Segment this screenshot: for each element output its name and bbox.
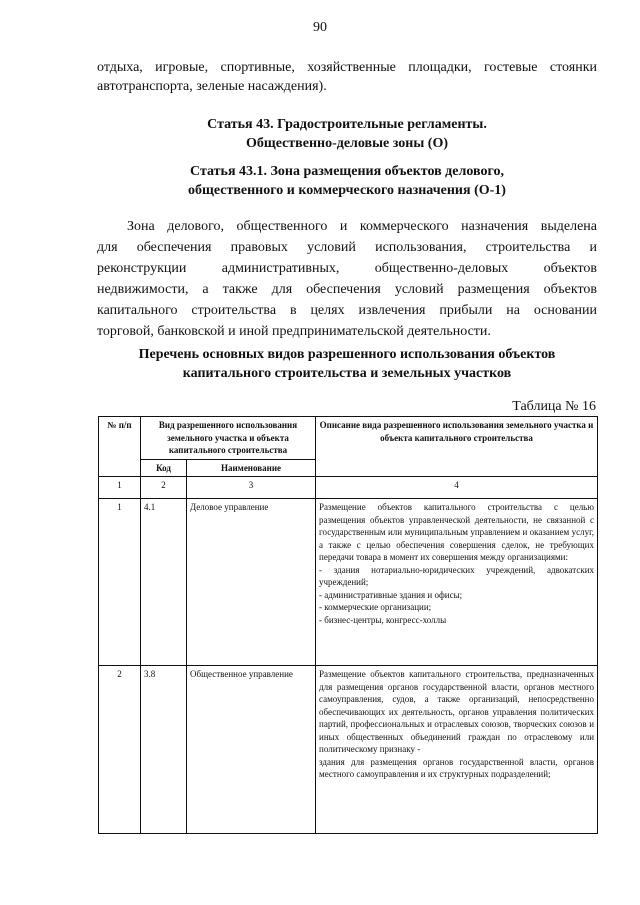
- row-name: Деловое управление: [187, 499, 316, 666]
- zone-description-paragraph: [97, 216, 597, 342]
- paragraph-line: реконструкции административных, общественно-деловых объектов: [97, 261, 597, 276]
- row-number: 2: [99, 666, 141, 834]
- paragraph-line: торговой, банковской и иной предпринимательской деятельности.: [97, 324, 491, 339]
- intro-line-2: автотранспорта, зеленые насаждения).: [97, 79, 327, 94]
- row-description: [316, 499, 598, 666]
- permitted-use-list-heading: [97, 345, 597, 383]
- header-number: № п/п: [99, 417, 141, 477]
- row-code: 4.1: [141, 499, 187, 666]
- table-row: [99, 666, 598, 834]
- paragraph-line: капитального строительства в целях извлечения прибыли на основании: [97, 303, 597, 318]
- page-number: 90: [313, 20, 327, 35]
- row-code: 3.8: [141, 666, 187, 834]
- intro-line-1: отдыха, игровые, спортивные, хозяйственные площадки, гостевые стоянки: [97, 60, 597, 75]
- intro-text: [97, 58, 597, 96]
- description-line: здания для размещения органов государственной власти, органов местного самоуправления и их структурных подразделений;: [319, 756, 595, 779]
- article-43-1-heading: [97, 162, 597, 200]
- description-line: - административные здания и офисы;: [319, 589, 463, 600]
- article-43-1-subtitle: общественного и коммерческого назначения (О-1): [188, 183, 506, 198]
- article-43-title: Статья 43. Градостроительные регламенты.: [207, 117, 487, 132]
- index-cell: 2: [141, 477, 187, 499]
- row-name: Общественное управление: [187, 666, 316, 834]
- table-caption: Таблица № 16: [512, 399, 596, 414]
- description-line: - здания нотариально-юридических учреждений, адвокатских учреждений;: [319, 564, 595, 587]
- paragraph-line: недвижимости, а также для обеспечения условий размещения объектов: [97, 282, 597, 297]
- row-number: 1: [99, 499, 141, 666]
- table-header-row: [99, 417, 598, 460]
- header-name: Наименование: [187, 459, 316, 477]
- paragraph-line: Зона делового, общественного и коммерческого назначения выделена: [127, 219, 597, 234]
- header-code: Код: [141, 459, 187, 477]
- description-line: - коммерческие организации;: [319, 602, 432, 612]
- description-line: Размещение объектов капитального строительства, предназначенных для размещения органов государственной власти, органов местного самоуправления, судов, а также организаций, непосредственно обеспечивающих их деятельность, органов управления политических партий, профессиональных и отраслевых союзов, творческих союзов и иных общественных объединений граждан по отраслевому или политическому признаку -: [319, 669, 595, 754]
- header-description: Описание вида разрешенного использования земельного участка и объекта капитального строительства: [316, 417, 598, 477]
- table-row: [99, 499, 598, 666]
- article-43-1-title: Статья 43.1. Зона размещения объектов делового,: [190, 164, 504, 179]
- index-cell: 3: [187, 477, 316, 499]
- index-cell: 4: [316, 477, 598, 499]
- permitted-use-table: [98, 416, 598, 834]
- article-43-subtitle: Общественно-деловые зоны (О): [245, 136, 448, 151]
- list-heading-line-1: Перечень основных видов разрешенного использования объектов: [138, 347, 556, 362]
- header-use-type: Вид разрешенного использования земельного участка и объекта капитального строительства: [141, 417, 316, 460]
- description-line: - бизнес-центры, конгресс-холлы: [319, 614, 447, 625]
- description-line: Размещение объектов капитального строительства с целью размещения объектов управленческой деятельности, не связанной с государственным или муниципальным управлением и оказанием услуг, а также с целью обеспечения совершения сделок, не требующих передачи товара в момент их совершения между организациями:: [319, 502, 595, 562]
- list-heading-line-2: капитального строительства и земельных участков: [182, 366, 512, 381]
- paragraph-line: для обеспечения правовых условий использования, строительства и: [97, 240, 597, 255]
- table-index-row: [99, 477, 598, 499]
- row-description: [316, 666, 598, 834]
- article-43-heading: [97, 115, 597, 153]
- index-cell: 1: [99, 477, 141, 499]
